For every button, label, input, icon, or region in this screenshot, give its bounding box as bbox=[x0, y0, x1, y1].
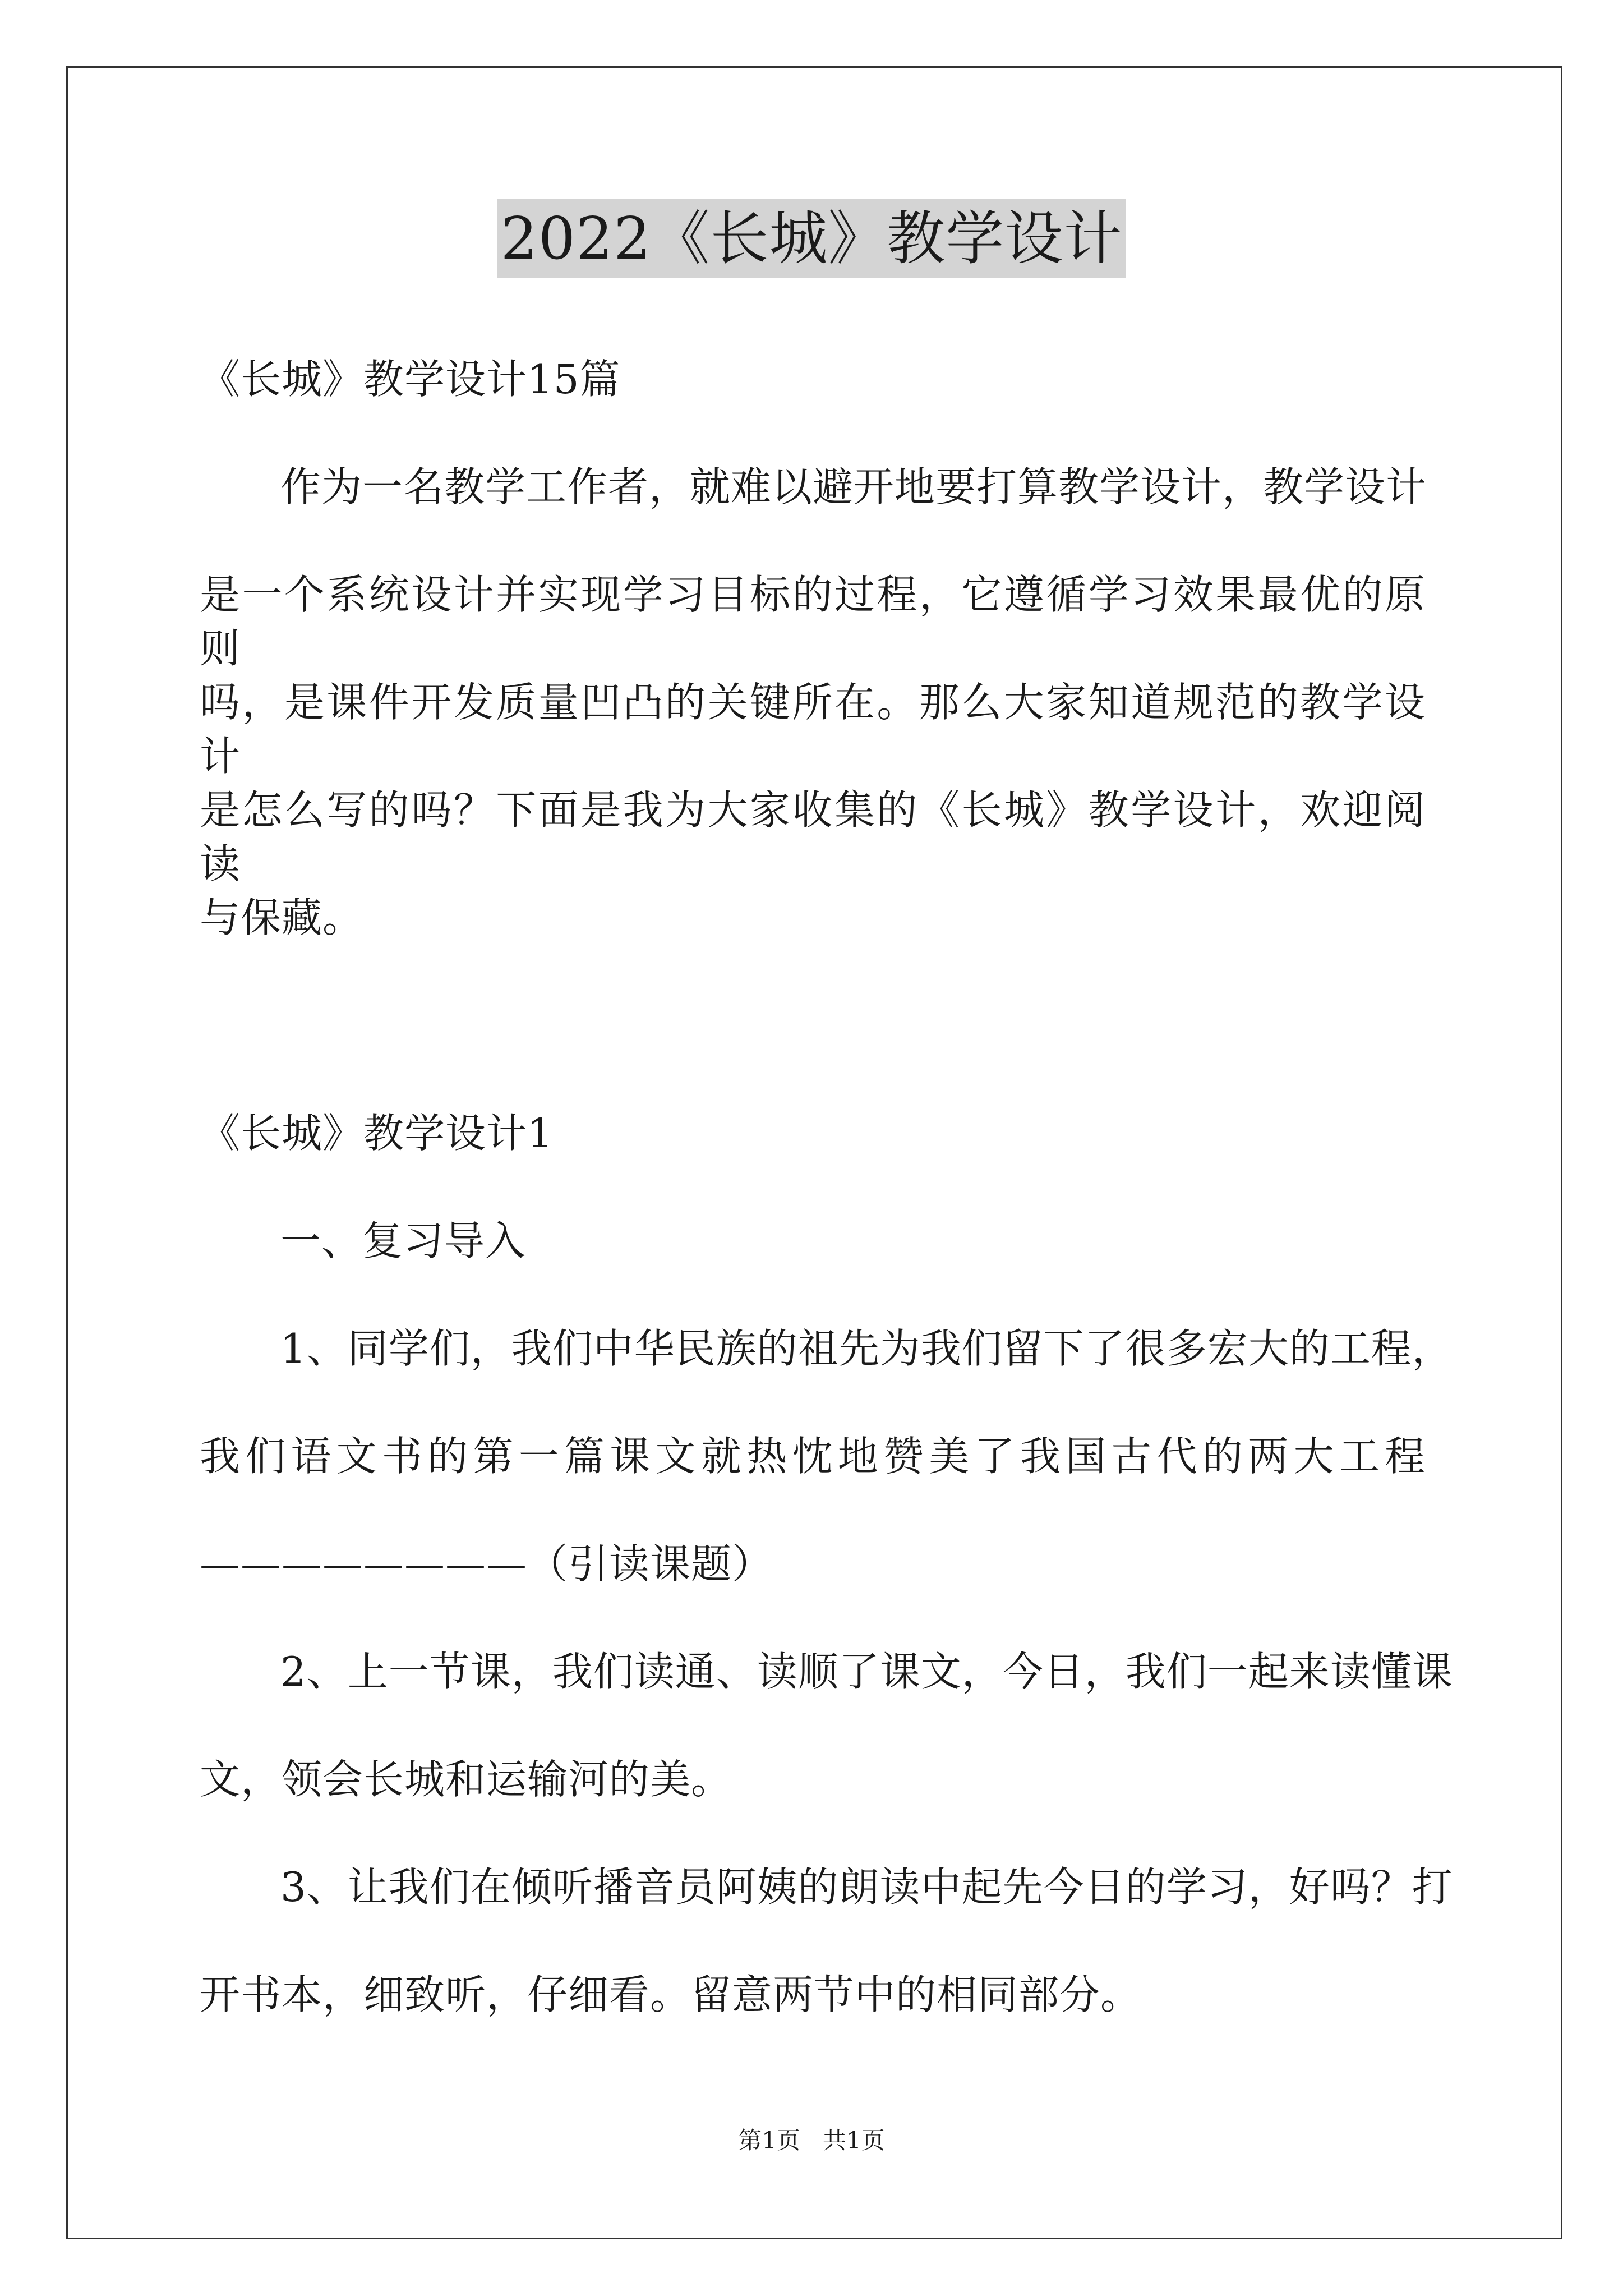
intro-line-4: 是怎么写的吗？下面是我为大家收集的《长城》教学设计，欢迎阅读 bbox=[200, 786, 1426, 887]
item2-line-1: 2、上一节课，我们读通、读顺了课文，今日，我们一起来读懂课 bbox=[280, 1648, 1453, 1695]
document-subtitle: 《长城》教学设计15篇 bbox=[200, 356, 621, 403]
item1-line-1: 1、同学们，我们中华民族的祖先为我们留下了很多宏大的工程， bbox=[280, 1325, 1453, 1372]
item2-line-2: 文，领会长城和运输河的美。 bbox=[200, 1756, 732, 1803]
item3-line-1: 3、让我们在倾听播音员阿姨的朗读中起先今日的学习，好吗？打 bbox=[280, 1864, 1453, 1911]
document-title-text: 2022《长城》教学设计 bbox=[497, 199, 1126, 278]
part-heading: 一、复习导入 bbox=[280, 1217, 527, 1264]
item1-line-2: 我们语文书的第一篇课文就热忱地赞美了我国古代的两大工程 bbox=[200, 1433, 1426, 1480]
intro-line-5: 与保藏。 bbox=[200, 894, 364, 941]
item1-line-3: ————————（引读课题） bbox=[200, 1540, 773, 1588]
item3-line-2: 开书本，细致听，仔细看。留意两节中的相同部分。 bbox=[200, 1971, 1142, 2018]
intro-line-2: 是一个系统设计并实现学习目标的过程，它遵循学习效果最优的原则 bbox=[200, 571, 1426, 672]
page-footer: 第1页 共1页 bbox=[738, 2127, 885, 2154]
intro-line-3: 吗，是课件开发质量凹凸的关键所在。那么大家知道规范的教学设计 bbox=[200, 679, 1426, 780]
section-heading: 《长城》教学设计1 bbox=[200, 1110, 554, 1157]
intro-line-1: 作为一名教学工作者，就难以避开地要打算教学设计，教学设计 bbox=[280, 463, 1427, 510]
document-title bbox=[0, 199, 1623, 278]
